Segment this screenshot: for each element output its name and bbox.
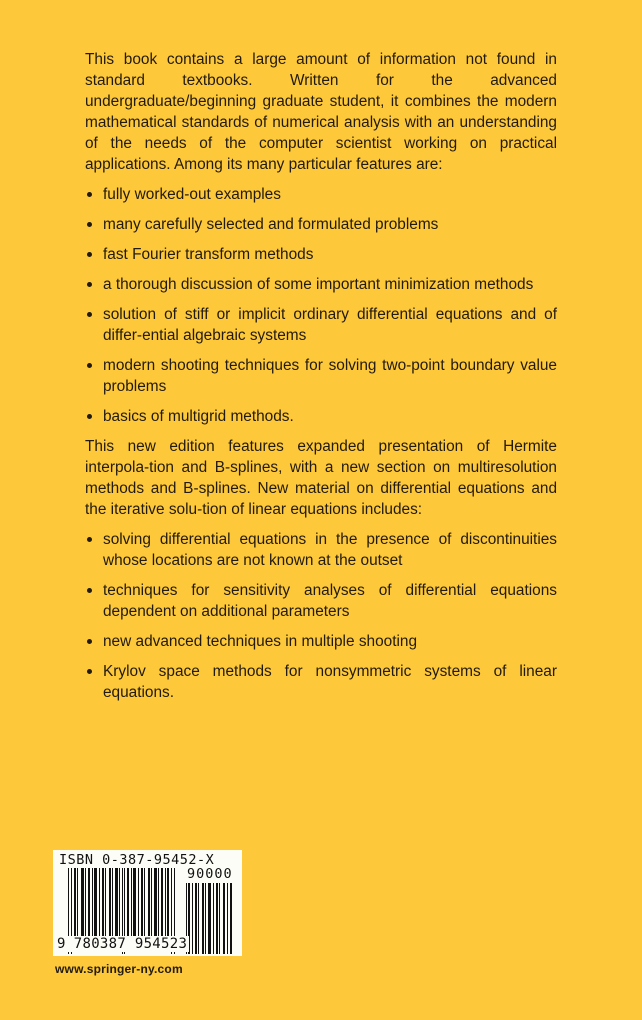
list-item: fully worked-out examples [85, 184, 557, 205]
barcode-addon-bars [186, 883, 232, 954]
list-item: Krylov space methods for nonsymmetric systems of linear equations. [85, 661, 557, 703]
new-material-list [85, 529, 557, 703]
isbn-label: ISBN 0-387-95452-X [59, 852, 215, 868]
bullet-icon [87, 312, 92, 317]
bullet-icon [87, 537, 92, 542]
intro-paragraph: This book contains a large amount of information not found in standard textbooks. Written for the advanced undergraduate/beginning graduate student, it combines the modern mathematical standards of numerical analysis with an understanding of the needs of the computer scientist working on practical applications. Among its many particular features are: [85, 51, 557, 173]
list-item: basics of multigrid methods. [85, 406, 557, 427]
ean-number: 9 780387 954523 [57, 936, 188, 952]
back-cover-text [85, 49, 557, 712]
publisher-website: www.springer-ny.com [55, 962, 183, 976]
bullet-icon [87, 282, 92, 287]
bullet-icon [87, 192, 92, 197]
list-item: solving differential equations in the presence of discontinuities whose locations are not known at the outset [85, 529, 557, 571]
bullet-icon [87, 669, 92, 674]
list-item: modern shooting techniques for solving two-point boundary value problems [85, 355, 557, 397]
bullet-icon [87, 363, 92, 368]
bullet-icon [87, 588, 92, 593]
bullet-icon [87, 414, 92, 419]
features-list [85, 184, 557, 427]
new-edition-paragraph: This new edition features expanded presentation of Hermite interpola-tion and B-splines, with a new section on multiresolution methods and B-splines. New material on differential equations and the iterative solu-tion of linear equations includes: [85, 438, 557, 518]
list-item: techniques for sensitivity analyses of differential equations dependent on additional parameters [85, 580, 557, 622]
bullet-icon [87, 222, 92, 227]
bullet-icon [87, 639, 92, 644]
list-item: many carefully selected and formulated problems [85, 214, 557, 235]
list-item: solution of stiff or implicit ordinary differential equations and of differ-ential algebraic systems [85, 304, 557, 346]
list-item: a thorough discussion of some important minimization methods [85, 274, 557, 295]
list-item: new advanced techniques in multiple shooting [85, 631, 557, 652]
isbn-barcode [53, 850, 242, 956]
bullet-icon [87, 252, 92, 257]
list-item: fast Fourier transform methods [85, 244, 557, 265]
price-code: 90000 [187, 866, 233, 882]
